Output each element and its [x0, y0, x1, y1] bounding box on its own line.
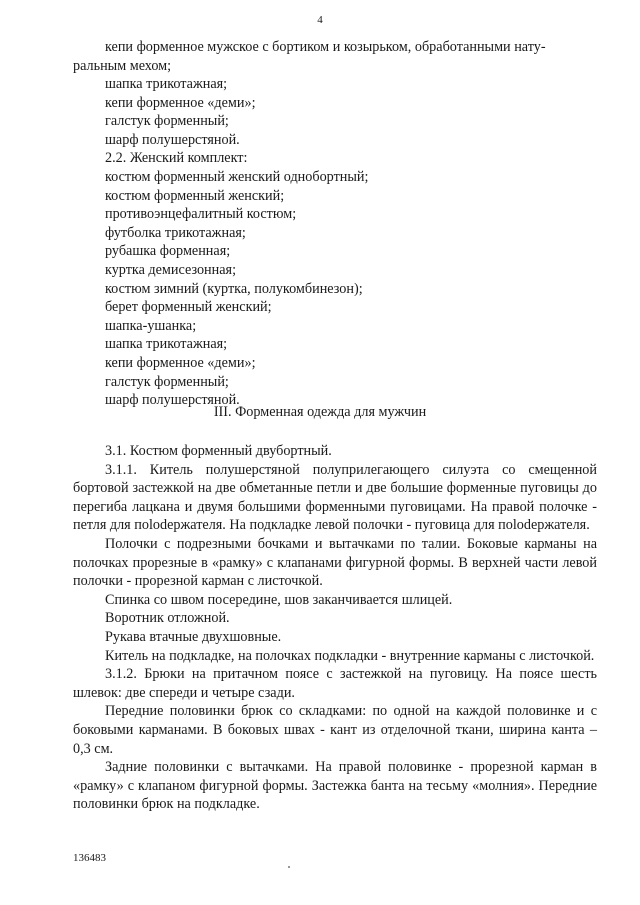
- scan-speck: [288, 866, 290, 868]
- text-line: кепи форменное мужское с бортиком и козырьком, обработанными нату-: [105, 39, 546, 55]
- paragraph: Передние половинки брюк со складками: по одной на каждой половинке и с боковыми карманами. В боковых швах - кант из отделочной ткани, ширина канта – 0,3 см.: [73, 703, 597, 757]
- list-item: куртка демисезонная;: [105, 261, 237, 278]
- list-item: галстук форменный;: [105, 373, 229, 390]
- list-item: шапка-ушанка;: [105, 317, 197, 334]
- list-item: костюм форменный женский;: [105, 187, 285, 204]
- paragraph: 3.1.2. Брюки на притачном поясе с застежкой на пуговицу. На поясе шесть шлевок: две спереди и четыре сзади.: [73, 666, 597, 701]
- paragraph: Китель на подкладке, на полочках подкладки - внутренние карманы с листочкой.: [105, 647, 595, 664]
- top-paragraph: [73, 38, 597, 75]
- section-heading: III. Форменная одежда для мужчин: [213, 404, 427, 420]
- paragraph: Задние половинки с вытачками. На правой половинке - прорезной карман в «рамку» с клапаном фигурной формы. Застежка банта на тесьму «молния». Передние половинки брюк на подкладке.: [73, 759, 597, 813]
- list-item: шарф полушерстяной.: [105, 392, 240, 409]
- list-item: рубашка форменная;: [105, 243, 231, 260]
- paragraph: Воротник отложной.: [105, 610, 230, 627]
- list-item: костюм зимний (куртка, полукомбинезон);: [105, 280, 363, 297]
- text-line: ральным мехом;: [73, 57, 172, 74]
- section-body: [73, 442, 597, 814]
- list-item: 2.2. Женский комплект:: [105, 150, 248, 167]
- page-number: 4: [317, 14, 323, 26]
- clothing-list: [73, 75, 597, 410]
- list-item: кепи форменное «деми»;: [105, 94, 256, 111]
- paragraph: 3.1. Костюм форменный двубортный.: [105, 443, 332, 459]
- list-item: шарф полушерстяной.: [105, 131, 240, 148]
- document-code: 136483: [73, 852, 106, 864]
- list-item: берет форменный женский;: [105, 299, 272, 316]
- list-item: противоэнцефалитный костюм;: [105, 206, 297, 223]
- list-item: костюм форменный женский однобортный;: [105, 168, 369, 185]
- paragraph: Рукава втачные двухшовные.: [105, 628, 282, 645]
- paragraph: Полочки с подрезными бочками и вытачками по талии. Боковые карманы на полочках прорезные в «рамку» с клапанами фигурной формы. В верхней части левой полочки - прорезной карман с листочкой.: [73, 535, 597, 590]
- list-item: шапка трикотажная;: [105, 76, 228, 92]
- paragraph: 3.1.1. Китель полушерстяной полуприлегающего силуэта со смещенной бортовой застежкой на две обметанные петли и две большие форменные пуговицы до перегиба лацкана и двумя большими форменными пуговицами. На правой полочке - петля для пolodержателя. На подкладке левой полочки - пуговица для пolodержателя.: [73, 461, 597, 534]
- list-item: кепи форменное «деми»;: [105, 354, 256, 371]
- list-item: галстук форменный;: [105, 113, 229, 130]
- list-item: шапка трикотажная;: [105, 336, 228, 353]
- list-item: футболка трикотажная;: [105, 224, 246, 241]
- paragraph: Спинка со швом посередине, шов заканчивается шлицей.: [105, 591, 453, 608]
